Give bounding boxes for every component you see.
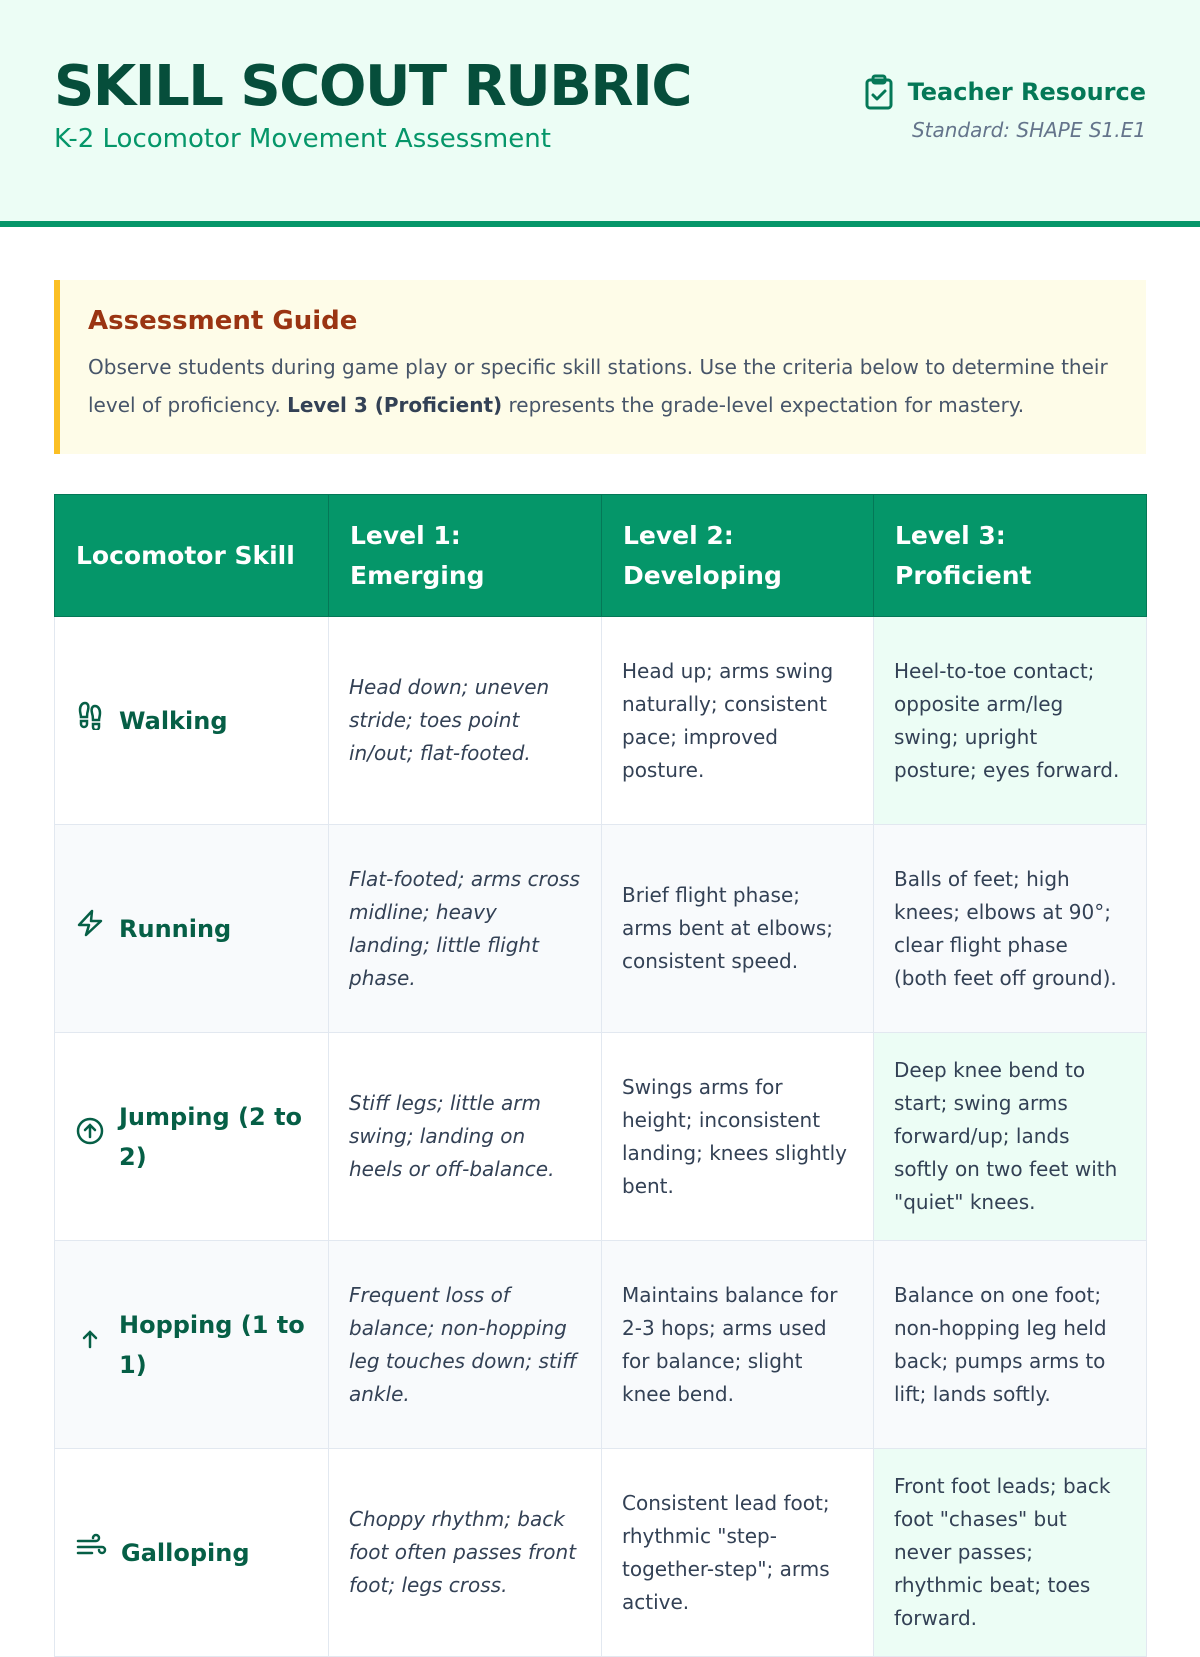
skill-cell (55, 825, 329, 1033)
header-level-3: Level 3: Proficient (874, 495, 1147, 617)
level-1-cell: Head down; uneven stride; toes point in/out; flat-footed. (329, 617, 602, 825)
skill-name: Hopping (1 to 1) (119, 1310, 305, 1379)
skill-cell (55, 617, 329, 825)
assessment-guide (54, 280, 1146, 454)
level-3-cell: Balls of feet; high knees; elbows at 90°; clear flight phase (both feet off ground). (874, 825, 1147, 1033)
guide-text: Observe students during game play or specific skill stations. Use the criteria below to determine their level of proficiency. Level 3 (Proficient) represents the grade-level expectation for mastery. (88, 355, 1108, 417)
wind-icon (75, 1532, 107, 1574)
level-3-cell: Deep knee bend to start; swing arms forward/up; lands softly on two feet with "quiet" knees. (874, 1033, 1147, 1241)
level-1-cell: Frequent loss of balance; non-hopping leg touches down; stiff ankle. (329, 1241, 602, 1449)
table-row (55, 1033, 1147, 1241)
skill-cell (55, 1033, 329, 1241)
level-2-cell: Consistent lead foot; rhythmic "step-together-step"; arms active. (602, 1449, 874, 1657)
level-1-cell: Stiff legs; little arm swing; landing on heels or off-balance. (329, 1033, 602, 1241)
header-skill: Locomotor Skill (55, 495, 329, 617)
header-level-2: Level 2: Developing (602, 495, 874, 617)
guide-title: Assessment Guide (88, 306, 358, 336)
lightning-icon (75, 908, 105, 950)
page-title: SKILL SCOUT RUBRIC (54, 54, 691, 119)
skill-name: Running (119, 914, 232, 943)
level-3-cell: Heel-to-toe contact; opposite arm/leg swing; upright posture; eyes forward. (874, 617, 1147, 825)
level-2-cell: Maintains balance for 2-3 hops; arms used for balance; slight knee bend. (602, 1241, 874, 1449)
level-1-cell: Choppy rhythm; back foot often passes front foot; legs cross. (329, 1449, 602, 1657)
level-2-cell: Brief flight phase; arms bent at elbows; consistent speed. (602, 825, 874, 1033)
table-row (55, 825, 1147, 1033)
level-1-cell: Flat-footed; arms cross midline; heavy landing; little flight phase. (329, 825, 602, 1033)
skill-name: Walking (119, 706, 228, 735)
level-3-cell: Front foot leads; back foot "chases" but never passes; rhythmic beat; toes forward. (874, 1449, 1147, 1657)
page-header (0, 0, 1200, 227)
clipboard-check-icon (864, 74, 894, 110)
page-subtitle: K-2 Locomotor Movement Assessment (54, 124, 551, 154)
level-2-cell: Head up; arms swing naturally; consistent pace; improved posture. (602, 617, 874, 825)
resource-label: Teacher Resource (907, 78, 1146, 106)
footprints-icon (75, 700, 105, 742)
skill-name: Jumping (2 to 2) (119, 1102, 303, 1171)
table-row (55, 1241, 1147, 1449)
rubric-table (54, 494, 1147, 1657)
skill-name: Galloping (121, 1538, 250, 1567)
table-row (55, 617, 1147, 825)
arrow-up-icon (75, 1324, 105, 1366)
standard-label: Standard: SHAPE S1.E1 (911, 118, 1146, 142)
skill-cell (55, 1241, 329, 1449)
level-3-cell: Balance on one foot; non-hopping leg held back; pumps arms to lift; lands softly. (874, 1241, 1147, 1449)
header-level-1: Level 1: Emerging (329, 495, 602, 617)
skill-cell (55, 1449, 329, 1657)
table-row (55, 1449, 1147, 1657)
circle-arrow-up-icon (75, 1116, 105, 1158)
level-2-cell: Swings arms for height; inconsistent landing; knees slightly bent. (602, 1033, 874, 1241)
